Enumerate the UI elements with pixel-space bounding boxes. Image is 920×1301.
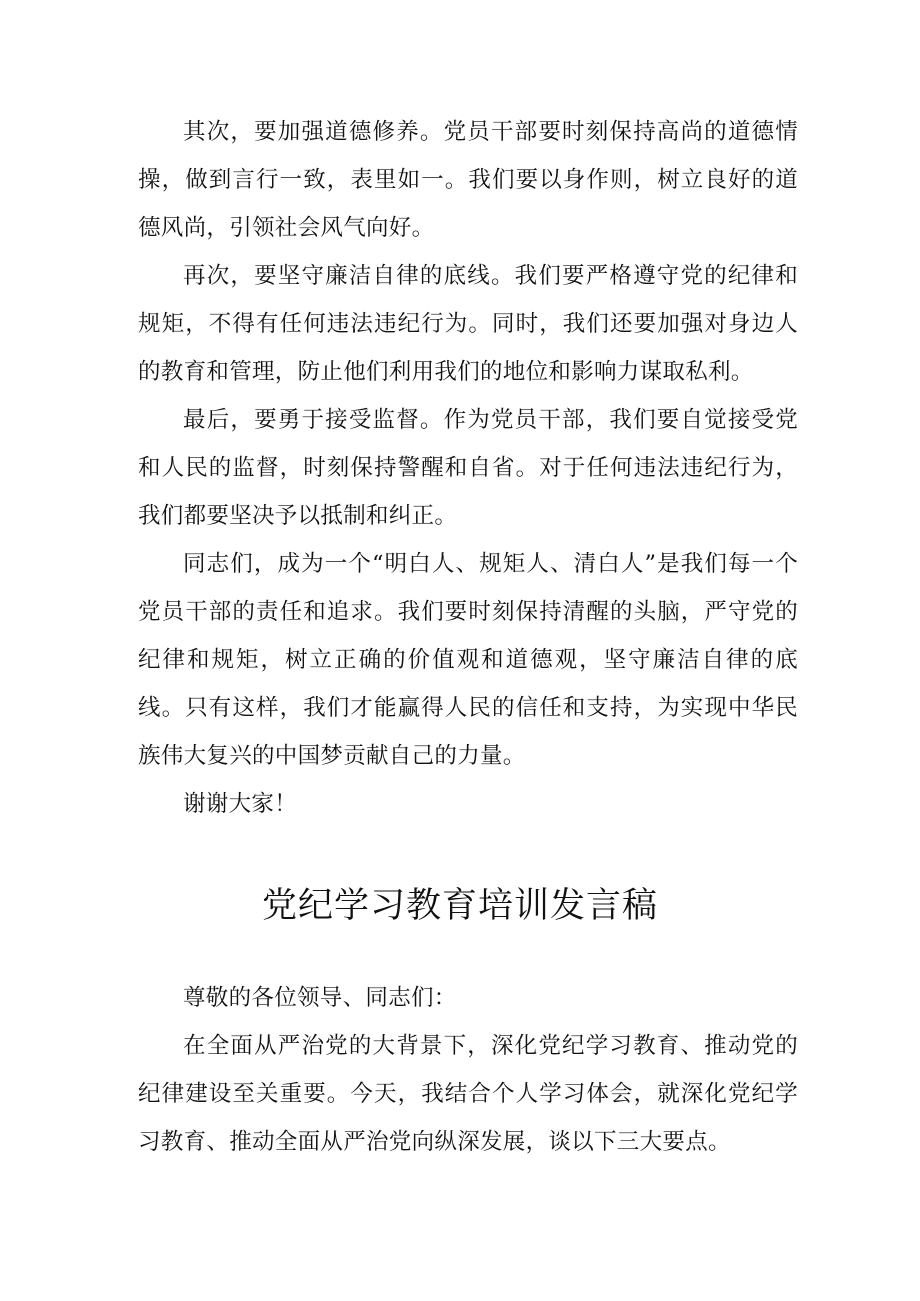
paragraph-comrades-summary: 同志们，成为一个“明白人、规矩人、清白人”是我们每一个党员干部的责任和追求。我们要时刻保持清醒的头脑，严守党的纪律和规矩，树立正确的价值观和道德观，坚守廉洁自律的底线。只有这样，我们才能赢得人民的信任和支持，为实现中华民族伟大复兴的中国梦贡献自己的力量。 bbox=[138, 551, 798, 769]
paragraph-integrity-baseline: 再次，要坚守廉洁自律的底线。我们要严格遵守党的纪律和规矩，不得有任何违法违纪行为。同时，我们还要加强对身边人的教育和管理，防止他们利用我们的地位和影响力谋取私利。 bbox=[138, 263, 798, 385]
paragraph-accept-supervision: 最后，要勇于接受监督。作为党员干部，我们要自觉接受党和人民的监督，时刻保持警醒和自省。对于任何违法违纪行为，我们都要坚决予以抵制和纠正。 bbox=[138, 407, 798, 529]
paragraph-thanks: 谢谢大家！ bbox=[183, 791, 298, 817]
paragraph-moral-cultivation: 其次，要加强道德修养。党员干部要时刻保持高尚的道德情操，做到言行一致，表里如一。我们要以身作则，树立良好的道德风尚，引领社会风气向好。 bbox=[138, 119, 798, 241]
salutation: 尊敬的各位领导、同志们： bbox=[183, 985, 457, 1011]
document-title: 党纪学习教育培训发言稿 bbox=[261, 886, 658, 926]
paragraph-introduction: 在全面从严治党的大背景下，深化党纪学习教育、推动党的纪律建设至关重要。今天，我结合个人学习体会，就深化党纪学习教育、推动全面从严治党向纵深发展，谈以下三大要点。 bbox=[138, 1033, 798, 1155]
